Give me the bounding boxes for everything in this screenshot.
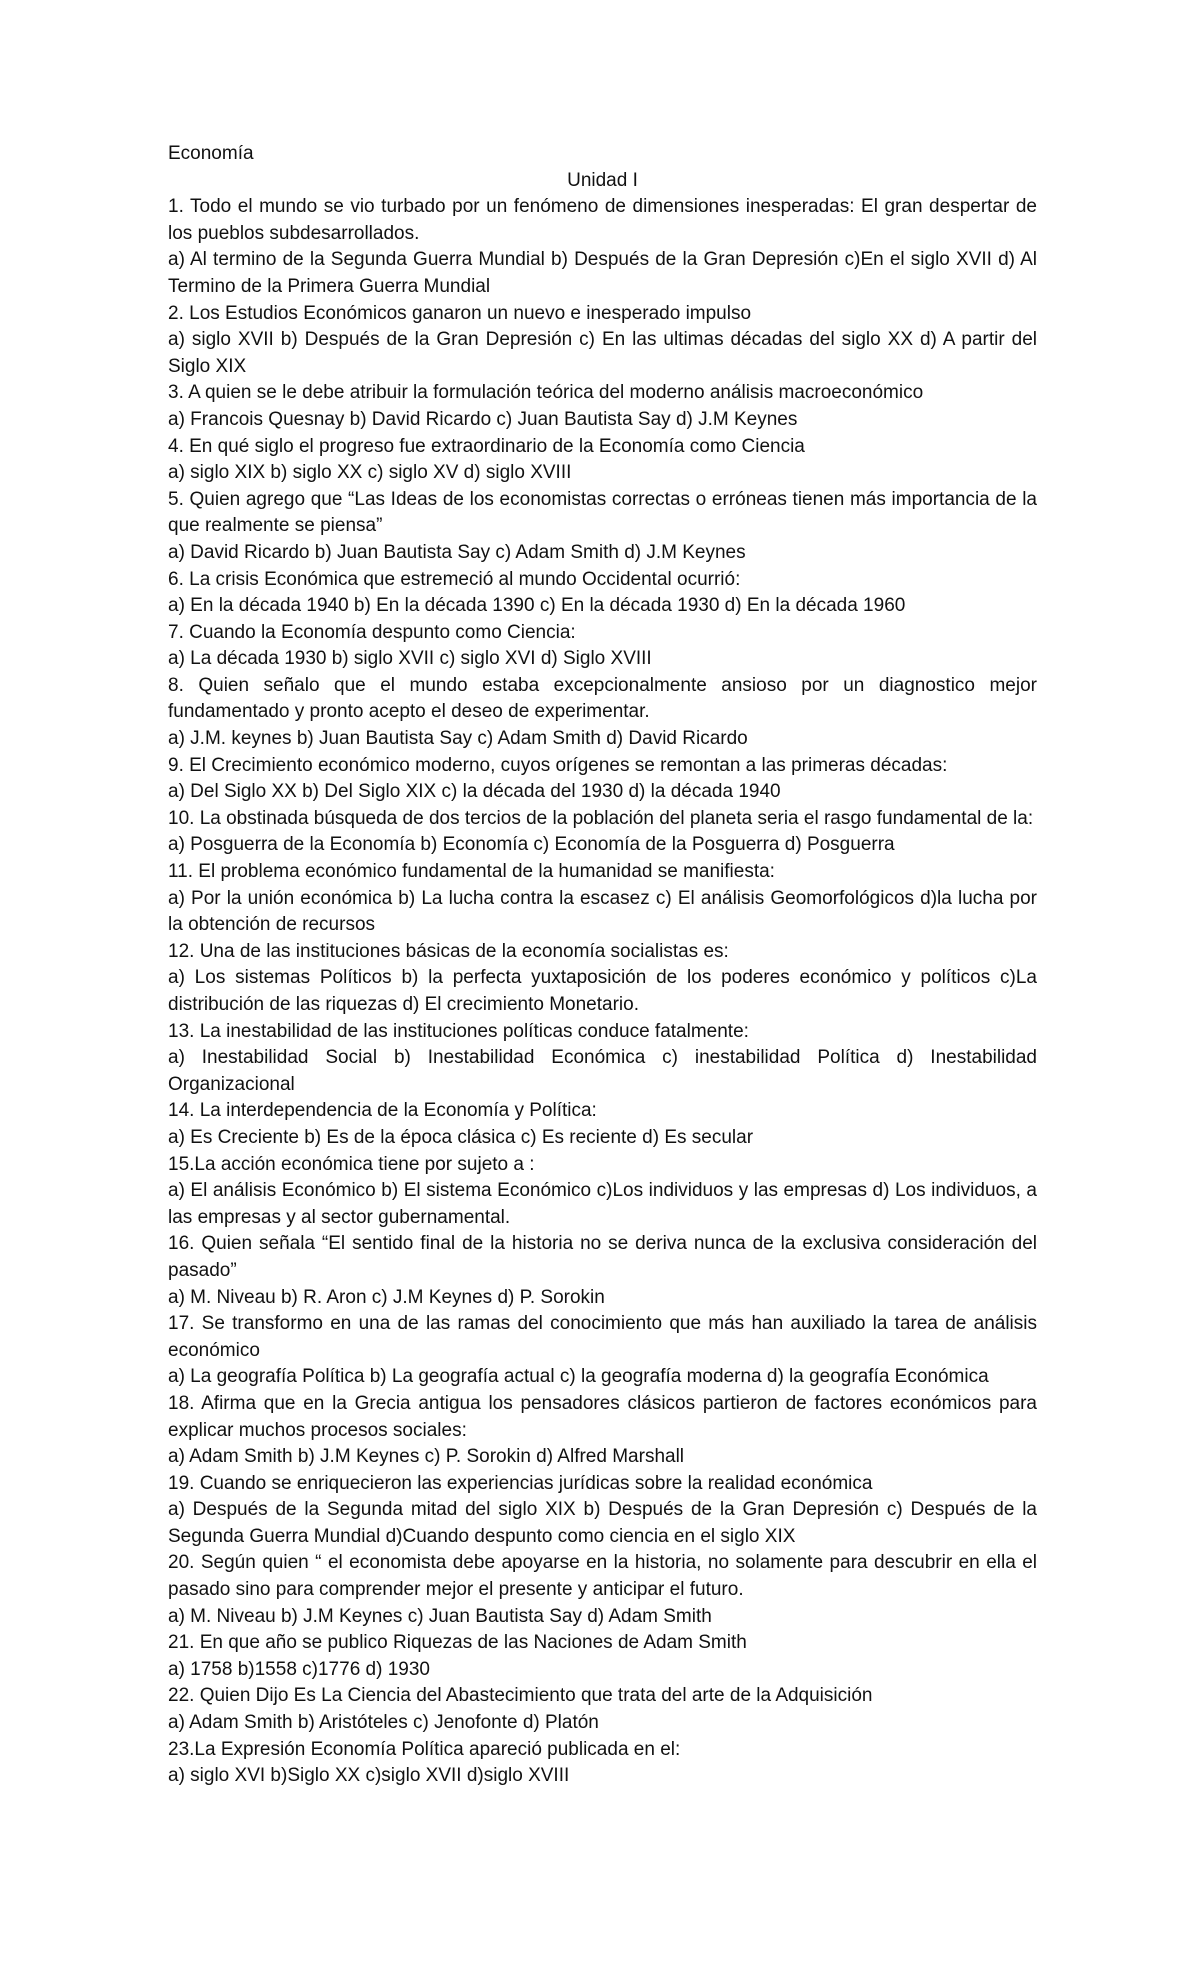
question-item <box>168 194 1037 300</box>
question-text: 10. La obstinada búsqueda de dos tercios de la población del planeta seria el rasgo fundamental de la: <box>168 807 1034 829</box>
answer-options: a) David Ricardo b) Juan Bautista Say c) Adam Smith d) J.M Keynes <box>168 541 746 563</box>
question-text: 23.La Expresión Economía Política apareció publicada en el: <box>168 1738 681 1760</box>
answer-options: a) Después de la Segunda mitad del siglo XIX b) Después de la Gran Depresión c) Después de la Segunda Guerra Mundial d)Cuando despunto como ciencia en el siglo XIX <box>168 1499 1037 1547</box>
question-text: 16. Quien señala “El sentido final de la historia no se deriva nunca de la exclusiva consideración del pasado” <box>168 1233 1037 1281</box>
question-text: 2. Los Estudios Económicos ganaron un nuevo e inesperado impulso <box>168 302 752 324</box>
question-item <box>168 753 1037 806</box>
answer-options: a) M. Niveau b) J.M Keynes c) Juan Bautista Say d) Adam Smith <box>168 1605 712 1627</box>
answer-options: a) M. Niveau b) R. Aron c) J.M Keynes d) P. Sorokin <box>168 1286 605 1308</box>
document-body <box>168 141 1037 1790</box>
answer-options: a) La geografía Política b) La geografía actual c) la geografía moderna d) la geografía Económica <box>168 1366 989 1388</box>
answer-options: a) Francois Quesnay b) David Ricardo c) Juan Bautista Say d) J.M Keynes <box>168 408 798 430</box>
question-text: 8. Quien señalo que el mundo estaba excepcionalmente ansioso por un diagnostico mejor fundamentado y pronto acepto el deseo de experimentar. <box>168 674 1037 723</box>
question-text: 19. Cuando se enriquecieron las experiencias jurídicas sobre la realidad económica <box>168 1472 873 1494</box>
question-item <box>168 301 1037 381</box>
answer-options: a) Los sistemas Políticos b) la perfecta yuxtaposición de los poderes económico y políticos c)La distribución de las riquezas d) El crecimiento Monetario. <box>168 967 1037 1015</box>
answer-options: a) Es Creciente b) Es de la época clásica c) Es reciente d) Es secular <box>168 1126 754 1148</box>
answer-options: a) En la década 1940 b) En la década 1390 c) En la década 1930 d) En la década 1960 <box>168 595 906 617</box>
question-item <box>168 673 1037 753</box>
question-text: 15.La acción económica tiene por sujeto a : <box>168 1153 535 1175</box>
answer-options: a) siglo XIX b) siglo XX c) siglo XV d) siglo XVIII <box>168 462 572 484</box>
question-text: 14. La interdependencia de la Economía y Política: <box>168 1100 597 1122</box>
answer-options: a) Por la unión económica b) La lucha contra la escasez c) El análisis Geomorfológicos d)la lucha por la obtención de recursos <box>168 887 1037 936</box>
question-item <box>168 380 1037 433</box>
question-text: 1. Todo el mundo se vio turbado por un fenómeno de dimensiones inesperadas: El gran despertar de los pueblos subdesarrollados. <box>168 196 1037 244</box>
question-item <box>168 1391 1037 1471</box>
answer-options: a) siglo XVII b) Después de la Gran Depresión c) En las ultimas décadas del siglo XX d) A partir del Siglo XIX <box>168 329 1037 377</box>
question-item <box>168 1630 1037 1683</box>
question-text: 18. Afirma que en la Grecia antigua los pensadores clásicos partieron de factores económicos para explicar muchos procesos sociales: <box>168 1392 1037 1441</box>
document-title: Economía <box>168 143 254 164</box>
question-item <box>168 487 1037 567</box>
answer-options: a) Adam Smith b) J.M Keynes c) P. Sorokin d) Alfred Marshall <box>168 1446 685 1468</box>
question-item <box>168 806 1037 859</box>
question-text: 12. Una de las instituciones básicas de la economía socialistas es: <box>168 940 729 962</box>
question-item <box>168 859 1037 939</box>
answer-options: a) Al termino de la Segunda Guerra Mundial b) Después de la Gran Depresión c)En el siglo XVII d) Al Termino de la Primera Guerra Mundial <box>168 249 1037 297</box>
question-item <box>168 1152 1037 1232</box>
answer-options: a) La década 1930 b) siglo XVII c) siglo XVI d) Siglo XVIII <box>168 648 652 670</box>
question-text: 4. En qué siglo el progreso fue extraordinario de la Economía como Ciencia <box>168 435 805 457</box>
question-text: 13. La inestabilidad de las instituciones políticas conduce fatalmente: <box>168 1020 749 1042</box>
answer-options: a) 1758 b)1558 c)1776 d) 1930 <box>168 1658 430 1680</box>
question-text: 21. En que año se publico Riquezas de las Naciones de Adam Smith <box>168 1632 747 1654</box>
question-item <box>168 1231 1037 1311</box>
question-item <box>168 434 1037 487</box>
question-item <box>168 1019 1037 1099</box>
answer-options: a) siglo XVI b)Siglo XX c)siglo XVII d)siglo XVIII <box>168 1765 570 1787</box>
question-item <box>168 1737 1037 1790</box>
question-list <box>168 194 1037 1790</box>
question-text: 11. El problema económico fundamental de la humanidad se manifiesta: <box>168 861 775 883</box>
question-text: 6. La crisis Económica que estremeció al mundo Occidental ocurrió: <box>168 568 741 590</box>
question-text: 9. El Crecimiento económico moderno, cuyos orígenes se remontan a las primeras décadas: <box>168 754 948 776</box>
question-item <box>168 939 1037 1019</box>
question-item <box>168 1550 1037 1630</box>
question-text: 3. A quien se le debe atribuir la formulación teórica del moderno análisis macroeconómico <box>168 382 924 404</box>
question-text: 7. Cuando la Economía despunto como Ciencia: <box>168 621 576 643</box>
question-text: 5. Quien agrego que “Las Ideas de los economistas correctas o erróneas tienen más importancia de la que realmente se piensa” <box>168 488 1037 537</box>
answer-options: a) Inestabilidad Social b) Inestabilidad Económica c) inestabilidad Política d) Inestabilidad Organizacional <box>168 1047 1037 1095</box>
question-text: 17. Se transformo en una de las ramas del conocimiento que más han auxiliado la tarea de análisis económico <box>168 1313 1037 1361</box>
question-item <box>168 567 1037 620</box>
answer-options: a) Del Siglo XX b) Del Siglo XIX c) la década del 1930 d) la década 1940 <box>168 781 781 803</box>
question-item <box>168 1471 1037 1551</box>
unit-heading: Unidad I <box>567 169 638 191</box>
question-item <box>168 1683 1037 1736</box>
answer-options: a) Posguerra de la Economía b) Economía c) Economía de la Posguerra d) Posguerra <box>168 834 895 856</box>
question-item <box>168 1098 1037 1151</box>
question-text: 22. Quien Dijo Es La Ciencia del Abastecimiento que trata del arte de la Adquisición <box>168 1685 873 1707</box>
question-item <box>168 1311 1037 1391</box>
question-item <box>168 620 1037 673</box>
answer-options: a) J.M. keynes b) Juan Bautista Say c) Adam Smith d) David Ricardo <box>168 728 748 750</box>
question-text: 20. Según quien “ el economista debe apoyarse en la historia, no solamente para descubrir en ella el pasado sino para comprender mejor el presente y anticipar el futuro. <box>168 1552 1037 1601</box>
answer-options: a) El análisis Económico b) El sistema Económico c)Los individuos y las empresas d) Los individuos, a las empresas y al sector gubernamental. <box>168 1180 1037 1228</box>
answer-options: a) Adam Smith b) Aristóteles c) Jenofonte d) Platón <box>168 1712 599 1734</box>
